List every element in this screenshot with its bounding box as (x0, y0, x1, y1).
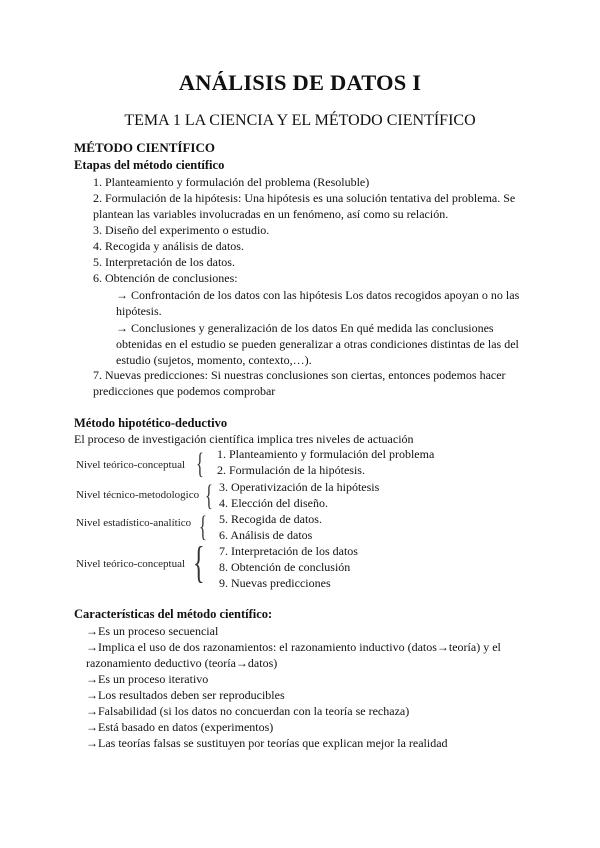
caracteristica-item-cont: razonamiento deductivo (teoría→datos) (86, 656, 278, 670)
etapa-6-sub-2: → Conclusiones y generalización de los datos En qué medida las conclusiones (116, 321, 494, 335)
caracteristica-item: →Es un proceso secuencial (86, 624, 219, 638)
caracteristica-item: →Las teorías falsas se sustituyen por teorías que explican mejor la realidad (86, 736, 448, 750)
etapa-1: 1. Planteamiento y formulación del problema (Resoluble) (93, 175, 370, 189)
etapa-6: 6. Obtención de conclusiones: (93, 271, 238, 285)
hipotetico-intro: El proceso de investigación científica implica tres niveles de actuación (74, 432, 414, 446)
nivel-label: Nivel teórico-conceptual (76, 459, 186, 471)
caracteristica-item: →Falsabilidad (si los datos no concuerdan con la teoría se rechaza) (86, 704, 410, 718)
document-title: ANÁLISIS DE DATOS I (178, 70, 422, 95)
brace-icon: { (199, 510, 207, 543)
brace-icon: { (196, 447, 204, 480)
hipotetico-heading: Método hipotético-deductivo (74, 416, 228, 430)
etapa-7-cont: predicciones que podemos comprobar (93, 384, 276, 398)
document-subtitle: TEMA 1 LA CIENCIA Y EL MÉTODO CIENTÍFICO (124, 112, 476, 129)
caracteristica-item: →Está basado en datos (experimentos) (86, 720, 274, 734)
etapa-6-sub-1: → Confrontación de los datos con las hipótesis Los datos recogidos apoyan o no las (116, 288, 520, 302)
hipotetico-step: 8. Obtención de conclusión (219, 560, 351, 574)
etapa-7: 7. Nuevas predicciones: Si nuestras conclusiones son ciertas, entonces podemos hacer (93, 368, 506, 382)
etapa-6-sub-1-cont: hipótesis. (116, 304, 162, 318)
etapa-3: 3. Diseño del experimento o estudio. (93, 223, 270, 237)
caracteristica-item: →Implica el uso de dos razonamientos: el razonamiento inductivo (datos→teoría) y el (86, 640, 501, 654)
hipotetico-step: 3. Operativización de la hipótesis (219, 480, 380, 494)
etapa-6-sub-2-cont2: estudio (sujetos, momento, contexto,…). (116, 353, 312, 367)
brace-icon: { (193, 538, 205, 587)
caracteristicas-heading: Características del método científico: (74, 607, 273, 621)
hipotetico-step: 6. Análisis de datos (219, 528, 313, 542)
etapa-5: 5. Interpretación de los datos. (93, 255, 235, 269)
hipotetico-step: 4. Elección del diseño. (219, 496, 328, 510)
etapa-4: 4. Recogida y análisis de datos. (93, 239, 244, 253)
nivel-label: Nivel estadístico-analítico (76, 517, 192, 529)
section-heading-metodo: MÉTODO CIENTÍFICO (74, 140, 215, 155)
brace-icon: { (205, 479, 213, 512)
nivel-label: Nivel técnico-metodologico (76, 489, 200, 501)
nivel-label: Nivel teórico-conceptual (76, 558, 186, 570)
caracteristica-item: →Los resultados deben ser reproducibles (86, 688, 285, 702)
etapa-2-cont: plantean las variables involucradas en un fenómeno, así como su relación. (93, 207, 449, 221)
hipotetico-step: 7. Interpretación de los datos (219, 544, 358, 558)
hipotetico-step: 2. Formulación de la hipótesis. (217, 463, 365, 477)
hipotetico-step: 9. Nuevas predicciones (219, 576, 331, 590)
caracteristica-item: →Es un proceso iterativo (86, 672, 209, 686)
hipotetico-step: 1. Planteamiento y formulación del problema (217, 447, 435, 461)
etapas-heading: Etapas del método científico (74, 158, 225, 172)
hipotetico-step: 5. Recogida de datos. (219, 512, 322, 526)
etapa-6-sub-2-cont: obtenidas en el estudio se pueden generalizar a otras condiciones distintas de las del (116, 337, 519, 351)
etapa-2: 2. Formulación de la hipótesis: Una hipótesis es una solución tentativa del problema. Se (93, 191, 516, 205)
